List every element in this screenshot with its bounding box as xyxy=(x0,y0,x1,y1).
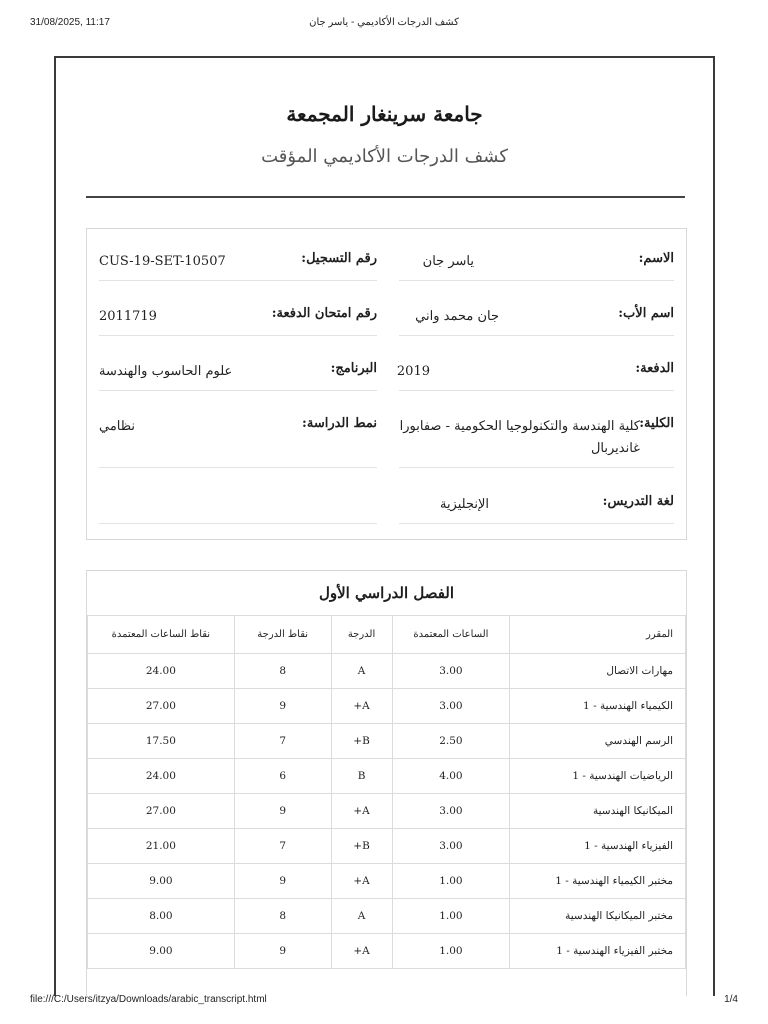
name-label: الاسم: xyxy=(638,251,674,266)
batch-exam-value: 2011719 xyxy=(99,309,157,324)
table-row xyxy=(88,794,686,829)
course-cell: مختبر الفيزياء الهندسية - 1 xyxy=(510,934,686,969)
info-row-study-mode xyxy=(99,416,377,468)
table-row xyxy=(88,689,686,724)
grades-header-row xyxy=(88,616,686,654)
credits-cell: 1.00 xyxy=(392,899,510,934)
document-subtitle: كشف الدرجات الأكاديمي المؤقت xyxy=(261,146,508,167)
row-divider xyxy=(99,335,377,336)
transcript-page xyxy=(54,56,715,996)
table-row xyxy=(88,899,686,934)
row-divider xyxy=(399,467,674,468)
row-divider xyxy=(399,335,674,336)
row-divider xyxy=(99,467,377,468)
course-cell: الفيزياء الهندسية - 1 xyxy=(510,829,686,864)
column-header-grade: الدرجة xyxy=(331,616,392,654)
column-header-grade-points: نقاط الدرجة xyxy=(234,616,331,654)
father-name-label: اسم الأب: xyxy=(618,306,674,321)
credits-cell: 3.00 xyxy=(392,829,510,864)
grade-points-cell: 7 xyxy=(234,829,331,864)
name-value: ياسر جان xyxy=(422,254,474,269)
course-cell: مختبر الكيمياء الهندسية - 1 xyxy=(510,864,686,899)
grade-points-cell: 7 xyxy=(234,724,331,759)
info-row-registration xyxy=(99,251,377,281)
college-label: الكلية: xyxy=(639,416,674,431)
info-row-batch-exam xyxy=(99,306,377,336)
credit-points-cell: 27.00 xyxy=(88,794,235,829)
batch-label: الدفعة: xyxy=(635,361,674,376)
info-row-language xyxy=(399,494,674,524)
grade-cell: +B xyxy=(331,829,392,864)
semester-section xyxy=(86,570,687,996)
info-row-empty xyxy=(99,494,377,524)
grade-cell: +A xyxy=(331,794,392,829)
study-mode-value: نظامي xyxy=(99,419,136,434)
print-header xyxy=(0,17,768,33)
info-row-batch xyxy=(396,361,674,391)
credit-points-cell: 24.00 xyxy=(88,654,235,689)
table-row xyxy=(88,724,686,759)
print-file-path: file:///C:/Users/itzya/Downloads/arabic_transcript.html xyxy=(30,994,267,1005)
grade-cell: B xyxy=(331,759,392,794)
table-row xyxy=(88,864,686,899)
course-cell: الميكانيكا الهندسية xyxy=(510,794,686,829)
grade-cell: A xyxy=(331,899,392,934)
grade-cell: +B xyxy=(331,724,392,759)
grade-points-cell: 8 xyxy=(234,899,331,934)
credits-cell: 1.00 xyxy=(392,934,510,969)
credits-cell: 3.00 xyxy=(392,654,510,689)
course-cell: مختبر الميكانيكا الهندسية xyxy=(510,899,686,934)
credits-cell: 2.50 xyxy=(392,724,510,759)
grade-points-cell: 6 xyxy=(234,759,331,794)
grade-cell: +A xyxy=(331,689,392,724)
column-header-credit-points: نقاط الساعات المعتمدة xyxy=(88,616,235,654)
credit-points-cell: 8.00 xyxy=(88,899,235,934)
title-divider xyxy=(86,196,685,198)
grade-points-cell: 8 xyxy=(234,654,331,689)
registration-label: رقم التسجيل: xyxy=(301,251,377,266)
language-value: الإنجليزية xyxy=(439,497,489,512)
info-row-father xyxy=(399,306,674,336)
credit-points-cell: 17.50 xyxy=(88,724,235,759)
credit-points-cell: 9.00 xyxy=(88,934,235,969)
course-cell: الرسم الهندسي xyxy=(510,724,686,759)
print-page-number: 1/4 xyxy=(724,994,738,1005)
row-divider xyxy=(399,390,674,391)
credit-points-cell: 21.00 xyxy=(88,829,235,864)
grade-points-cell: 9 xyxy=(234,934,331,969)
print-datetime: 31/08/2025, 11:17 xyxy=(30,17,110,28)
batch-value: 2019 xyxy=(396,364,430,379)
registration-value: CUS-19-SET-10507 xyxy=(99,254,226,269)
info-row-name xyxy=(399,251,674,281)
college-value: كلية الهندسة والتكنولوجيا الحكومية - صفابورا غانديربال xyxy=(399,419,640,456)
grade-points-cell: 9 xyxy=(234,689,331,724)
info-row-program xyxy=(99,361,377,391)
program-value: علوم الحاسوب والهندسة xyxy=(99,364,233,379)
row-divider xyxy=(99,523,377,524)
credits-cell: 1.00 xyxy=(392,864,510,899)
student-info-box xyxy=(86,228,687,540)
university-title: جامعة سرينغار المجمعة xyxy=(286,102,483,126)
course-cell: الكيمياء الهندسية - 1 xyxy=(510,689,686,724)
father-name-value: جان محمد واني xyxy=(415,309,499,324)
table-row xyxy=(88,829,686,864)
row-divider xyxy=(99,280,377,281)
grades-table xyxy=(87,615,686,969)
table-row xyxy=(88,654,686,689)
credits-cell: 3.00 xyxy=(392,794,510,829)
credit-points-cell: 27.00 xyxy=(88,689,235,724)
row-divider xyxy=(399,280,674,281)
batch-exam-label: رقم امتحان الدفعة: xyxy=(271,306,377,321)
print-footer xyxy=(0,994,768,1010)
credits-cell: 3.00 xyxy=(392,689,510,724)
print-doc-title: كشف الدرجات الأكاديمي - ياسر جان xyxy=(309,17,459,28)
study-mode-label: نمط الدراسة: xyxy=(302,416,377,431)
grades-body xyxy=(88,654,686,969)
program-label: البرنامج: xyxy=(330,361,377,376)
credit-points-cell: 9.00 xyxy=(88,864,235,899)
course-cell: الرياضيات الهندسية - 1 xyxy=(510,759,686,794)
grade-cell: +A xyxy=(331,864,392,899)
info-row-college xyxy=(399,416,674,468)
semester-title: الفصل الدراسي الأول xyxy=(318,584,455,602)
table-row xyxy=(88,759,686,794)
course-cell: مهارات الاتصال xyxy=(510,654,686,689)
grade-points-cell: 9 xyxy=(234,864,331,899)
column-header-course: المقرر xyxy=(510,616,686,654)
grade-cell: +A xyxy=(331,934,392,969)
credit-points-cell: 24.00 xyxy=(88,759,235,794)
credits-cell: 4.00 xyxy=(392,759,510,794)
row-divider xyxy=(99,390,377,391)
language-label: لغة التدريس: xyxy=(602,494,674,509)
grade-points-cell: 9 xyxy=(234,794,331,829)
table-row xyxy=(88,934,686,969)
column-header-credits: الساعات المعتمدة xyxy=(392,616,510,654)
grade-cell: A xyxy=(331,654,392,689)
row-divider xyxy=(399,523,674,524)
